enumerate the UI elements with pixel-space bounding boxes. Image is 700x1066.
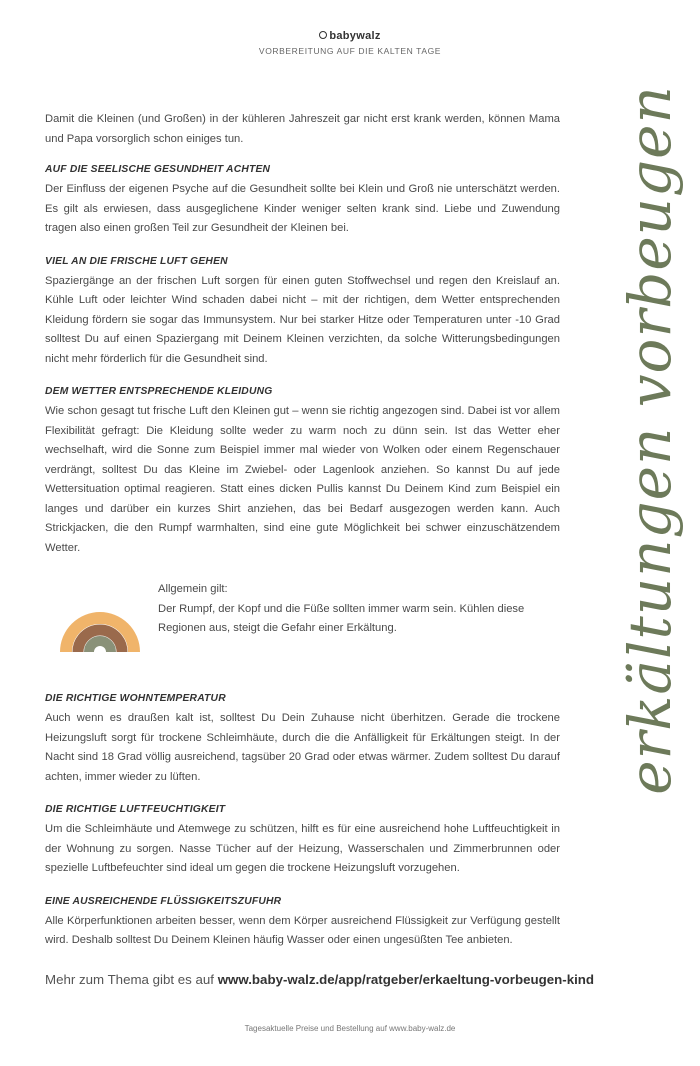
section-luftfeuchtigkeit <box>45 803 560 879</box>
section-text: Auch wenn es draußen kalt ist, solltest Du Dein Zuhause nicht überhitzen. Gerade die trockene Heizungsluft sorgt für trockene Schleimhäute, durch die die Anfälligkeit für Erkältungen steigt. In der Nacht sind 18 Grad völlig ausreichend, tagsüber 20 Grad oder etwas wärmer. Zudem solltest Du darauf achten, immer wieder zu lüften. <box>45 712 560 783</box>
section-text: Spaziergänge an der frischen Luft sorgen für einen guten Stoffwechsel und regen den Kreislauf an. Kühle Luft oder leichter Wind schaden dabei nicht – mit der richtigen, dem Wetter entsprechenden Kleidung fördern sie sogar das Immunsystem. Nur bei starker Hitze oder Temperaturen unter -10 Grad solltest Du auf einen Spaziergang mit Deinem Kleinen verzichten, da solche Witterungsbedingungen nicht mehr förderlich für die Gesundheit sind. <box>45 274 560 365</box>
section-text: Um die Schleimhäute und Atemwege zu schützen, hilft es für eine ausreichend hohe Luftfeuchtigkeit in der Wohnung zu sorgen. Nasse Tücher auf der Heizung, Wasserschalen und Zimmerbrunnen oder spezielle Luftbefeuchter sind ideal um gegen die trockene Heizungsluft vorzugehen. <box>45 823 560 874</box>
tip-text <box>158 580 548 639</box>
section-text: Alle Körperfunktionen arbeiten besser, wenn dem Körper ausreichend Flüssigkeit zur Verfügung gestellt wird. Deshalb solltest Du Deinem Kleinen häufig Wasser oder einen ungesüßten Tee anbieten. <box>45 914 560 946</box>
more-link[interactable]: www.baby-walz.de/app/ratgeber/erkaeltung-vorbeugen-kind <box>217 972 595 987</box>
section-text: Der Einfluss der eigenen Psyche auf die Gesundheit sollte bei Klein und Groß nie unterschätzt werden. Es gilt als erwiesen, dass ausgeglichene Kinder weniger selten krank sind. Liebe und Zuwendung tragen also einen großen Teil zur Gesundheit der Kleinen bei. <box>45 183 560 234</box>
section-wohntemperatur <box>45 692 560 787</box>
section-title: DEM WETTER ENTSPRECHENDE KLEIDUNG <box>45 386 273 397</box>
page-footer: Tagesaktuelle Preise und Bestellung auf www.baby-walz.de <box>244 1024 456 1033</box>
tip-label: Allgemein gilt: <box>158 583 228 595</box>
section-fluessigkeit <box>45 895 560 951</box>
tip-box <box>45 580 560 660</box>
intro-paragraph: Damit die Kleinen (und Großen) in der kühleren Jahreszeit gar nicht erst krank werden, können Mama und Papa vorsorglich schon einiges tun. <box>45 113 560 145</box>
logo-icon <box>319 31 327 39</box>
section-seelische-gesundheit <box>45 163 560 239</box>
section-frische-luft <box>45 255 560 370</box>
article-body <box>45 110 560 967</box>
section-title: DIE RICHTIGE LUFTFEUCHTIGKEIT <box>45 804 226 815</box>
brand-name: babywalz <box>329 30 381 42</box>
rainbow-icon <box>60 590 140 654</box>
more-info-line <box>45 972 685 987</box>
section-text: Wie schon gesagt tut frische Luft den Kleinen gut – wenn sie richtig angezogen sind. Dabei ist vor allem Flexibilität gefragt: Die Kleidung sollte weder zu warm noch zu dünn sein. Ist das Wetter eher wechselhaft, wird die Sonne zum Beispiel immer mal wieder von Wolken oder einem Regenschauer verdrängt, solltest Du das Kleine im Zwiebel- oder Lagenlook anziehen. So kannst Du auf jede Wettersituation optimal reagieren. Statt eines dicken Pullis kannst Du Deinem Kind zum Beispiel ein langes und darüber ein kurzes Shirt anziehen, das bei Bedarf ausgezogen werden kann. Auch Strickjacken, die den Rumpf warmhalten, sind eine gute Möglichkeit bei schwer einzuschätzendem Wetter. <box>45 405 560 554</box>
page-subtitle: VORBEREITUNG AUF DIE KALTEN TAGE <box>258 46 442 56</box>
section-kleidung <box>45 385 560 558</box>
section-title: DIE RICHTIGE WOHNTEMPERATUR <box>45 693 226 704</box>
more-prefix: Mehr zum Thema gibt es auf <box>45 972 218 987</box>
section-title: EINE AUSREICHENDE FLÜSSIGKEITSZUFUHR <box>45 895 282 907</box>
brand-logo <box>0 30 700 42</box>
page-header <box>0 30 700 56</box>
section-title: VIEL AN DIE FRISCHE LUFT GEHEN <box>45 255 228 267</box>
section-title: AUF DIE SEELISCHE GESUNDHEIT ACHTEN <box>45 164 271 175</box>
tip-body: Der Rumpf, der Kopf und die Füße sollten immer warm sein. Kühlen diese Regionen aus, steigt die Gefahr einer Erkältung. <box>158 602 525 634</box>
vertical-script-title: erkältungen vorbeugen <box>616 85 684 795</box>
